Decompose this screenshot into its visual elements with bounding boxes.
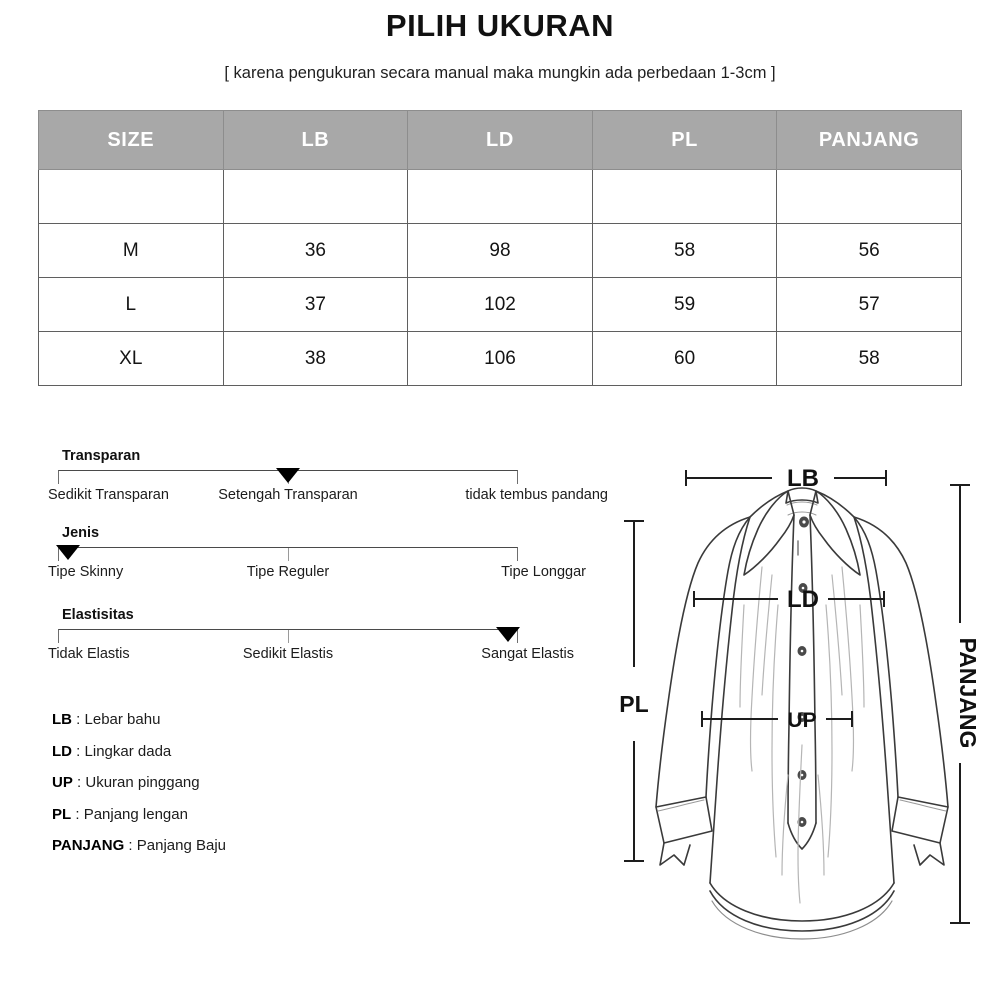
cell-blank-lb [223,170,408,224]
scale-jenis-midtick [288,548,289,561]
legend-item-panjang [52,838,472,855]
legend-abbr-up: UP [52,774,73,791]
scale-transparan-track[interactable] [58,470,518,484]
table-row [39,332,962,386]
page-title: PILIH UKURAN [385,8,615,43]
scale-elastisitas-title: Elastisitas [62,607,134,623]
cell-lb: 36 [223,224,408,278]
size-chart-table [38,110,962,386]
fabric-folds [740,567,864,903]
scale-elastisitas-label-mid: Sedikit Elastis [242,646,334,662]
scale-transparan-labels [48,487,608,509]
scale-transparan-marker[interactable] [276,468,300,483]
column-header-lb: LB [223,111,408,170]
legend-text-ld: Lingkar dada [84,742,172,760]
cell-blank-pl [592,170,777,224]
scale-elastisitas-track[interactable] [58,629,518,643]
legend-text-lb: Lebar bahu [84,711,161,728]
cell-lb: 37 [223,278,408,332]
scale-transparan-label-right: tidak tembus pandang [465,487,608,503]
scale-transparan [48,448,608,509]
cell-pl: 59 [592,278,777,332]
cell-panjang: 57 [777,278,962,332]
scale-elastisitas-label-left: Tidak Elastis [48,646,130,662]
column-header-pl: PL [592,111,777,170]
cell-panjang: 56 [777,224,962,278]
measurement-guides [624,470,970,923]
legend-sep-ld: : [72,742,85,760]
column-header-ld: LD [408,111,593,170]
measure-up-line [702,711,852,727]
button [798,517,810,828]
scale-elastisitas-label-right: Sangat Elastis [481,646,574,662]
legend-sep-lb: : [72,711,85,728]
legend-sep-pl: : [71,805,84,823]
cell-blank-ld [408,170,593,224]
scale-elastisitas [48,607,574,668]
legend-abbr-panjang: PANJANG [52,837,125,854]
table-row [39,278,962,332]
scale-elastisitas-midtick [288,630,289,643]
table-row [39,224,962,278]
legend-item-pl [52,807,472,824]
legend-text-panjang: Panjang Baju [136,837,226,854]
scale-jenis-label-left: Tipe Skinny [48,564,124,580]
scale-transparan-title: Transparan [62,448,141,464]
legend-abbreviations [52,712,472,870]
scale-transparan-label-left: Sedikit Transparan [48,487,169,503]
measure-label-panjang: PANJANG [955,637,981,749]
scale-transparan-label-mid: Setengah Transparan [218,487,358,503]
cell-ld: 102 [408,278,593,332]
table-row-blank [39,170,962,224]
cell-blank-panjang [777,170,962,224]
legend-item-up [52,775,472,792]
legend-text-up: Ukuran pinggang [85,774,200,791]
scale-jenis-labels [48,564,586,586]
measure-label-ld: LD [787,586,819,613]
column-header-size: SIZE [39,111,224,170]
legend-abbr-pl: PL [52,805,72,823]
column-header-panjang: PANJANG [777,111,962,170]
scale-jenis-label-right: Tipe Longgar [501,564,586,580]
legend-sep-up: : [72,774,86,791]
cell-pl: 60 [592,332,777,386]
measure-label-up: UP [787,709,817,732]
legend-abbr-ld: LD [52,742,72,760]
legend-text-pl: Panjang lengan [83,805,188,823]
measure-label-pl: PL [619,691,649,717]
legend-item-ld [52,744,472,761]
page-subtitle: [ karena pengukuran secara manual maka mungkin ada perbedaan 1-3cm ] [224,64,776,82]
cell-size: XL [39,332,224,386]
cell-panjang: 58 [777,332,962,386]
scale-elastisitas-marker[interactable] [496,627,520,642]
garment-diagram [612,445,992,955]
cell-lb: 38 [223,332,408,386]
cell-ld: 98 [408,224,593,278]
scale-jenis-label-mid: Tipe Reguler [246,564,330,580]
scale-jenis [48,525,586,586]
measure-label-lb: LB [787,465,819,492]
legend-item-lb [52,712,472,729]
cell-ld: 106 [408,332,593,386]
scale-jenis-track[interactable] [58,547,518,561]
scale-jenis-marker[interactable] [56,545,80,560]
table-header-row [39,111,962,170]
cell-size: M [39,224,224,278]
scale-elastisitas-labels [48,646,574,668]
cell-size: L [39,278,224,332]
cell-pl: 58 [592,224,777,278]
legend-sep-panjang: : [124,837,137,854]
scale-jenis-title: Jenis [62,525,100,541]
legend-abbr-lb: LB [52,711,72,728]
measure-lb-line [686,470,886,486]
cell-blank-size [39,170,224,224]
